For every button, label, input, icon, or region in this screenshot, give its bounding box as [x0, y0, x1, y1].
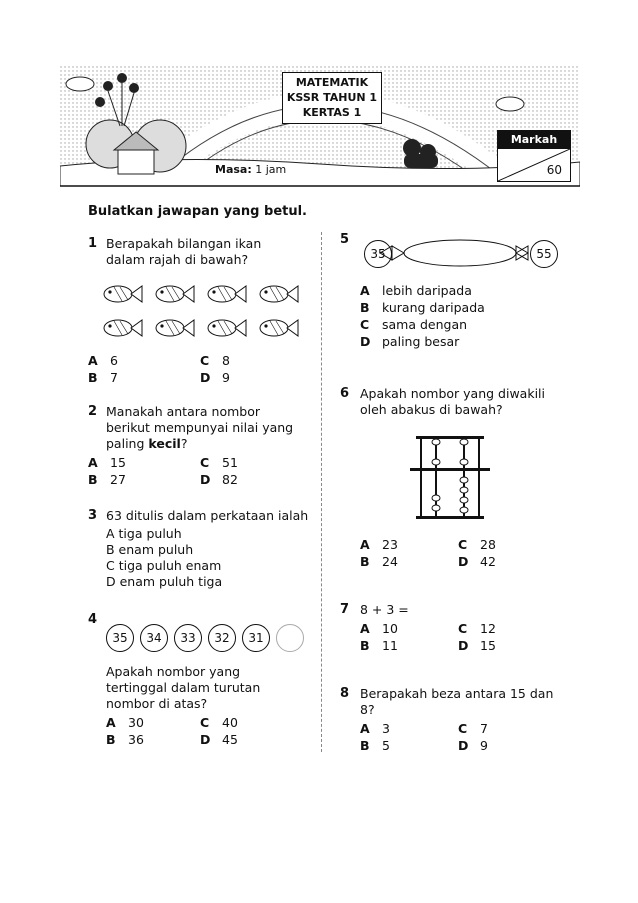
option-value: 51 — [222, 455, 238, 470]
q6-line: Apakah nombor yang diwakili — [360, 386, 545, 401]
option-letter: C — [458, 621, 468, 636]
q3-option-b[interactable]: B enam puluh — [106, 542, 194, 557]
q2-line — [106, 436, 293, 452]
option-value: 15 — [110, 455, 126, 470]
q4-seq-item: 35 — [106, 624, 134, 652]
q8-option-d[interactable] — [458, 737, 488, 754]
q5-option-b[interactable] — [360, 299, 485, 316]
q5-left-number: 35 — [364, 240, 392, 268]
q2-bold-word: kecil — [148, 436, 181, 451]
option-value: 9 — [222, 370, 230, 385]
option-value: 10 — [382, 621, 398, 636]
option-letter: D — [200, 472, 211, 487]
q4-line: tertinggal dalam turutan — [106, 680, 261, 695]
q3-number: 3 — [88, 508, 98, 523]
option-letter: D — [360, 334, 371, 349]
q2-line: berikut mempunyai nilai yang — [106, 420, 294, 435]
q2-suffix: ? — [180, 436, 188, 451]
option-value: 3 — [382, 721, 390, 736]
q2-line: Manakah antara nombor — [106, 404, 260, 419]
q6-number: 6 — [340, 386, 350, 401]
q1-option-a[interactable] — [88, 352, 118, 369]
q5-number: 5 — [340, 232, 350, 247]
option-letter: A — [88, 455, 98, 470]
q2-line-start: paling — [106, 436, 145, 451]
option-value: kurang daripada — [382, 300, 485, 315]
q4-option-c[interactable] — [200, 714, 238, 731]
q1-option-d[interactable] — [200, 369, 230, 386]
option-value: 23 — [382, 537, 398, 552]
masa-text — [215, 163, 286, 176]
option-letter: A — [360, 721, 370, 736]
q6-option-c[interactable] — [458, 536, 496, 553]
option-value: 11 — [382, 638, 398, 653]
q7-option-a[interactable] — [360, 620, 398, 637]
option-value: 9 — [480, 738, 488, 753]
q2-text — [106, 404, 293, 452]
q3-options — [106, 526, 222, 590]
option-value: paling besar — [382, 334, 460, 349]
q4-option-b[interactable] — [106, 731, 144, 748]
q7-option-b[interactable] — [360, 637, 398, 654]
q4-number: 4 — [88, 612, 98, 627]
option-letter: C — [200, 715, 210, 730]
q1-option-c[interactable] — [200, 352, 230, 369]
option-value: 5 — [382, 738, 390, 753]
option-letter: C — [360, 317, 370, 332]
q3-option-c[interactable]: C tiga puluh enam — [106, 558, 222, 573]
q2-option-d[interactable] — [200, 471, 238, 488]
q1-line: dalam rajah di bawah? — [106, 252, 249, 267]
option-letter: B — [360, 638, 370, 653]
option-letter: A — [360, 537, 370, 552]
option-value: 7 — [110, 370, 118, 385]
q7-number: 7 — [340, 602, 350, 617]
option-letter: D — [200, 370, 211, 385]
q4-line: Apakah nombor yang — [106, 664, 241, 679]
q8-option-c[interactable] — [458, 720, 488, 737]
masa-value: 1 jam — [255, 163, 287, 176]
option-letter: B — [360, 554, 370, 569]
q6-line: oleh abakus di bawah? — [360, 402, 503, 417]
q4-option-a[interactable] — [106, 714, 144, 731]
q6-text — [360, 386, 545, 418]
q2-number: 2 — [88, 404, 98, 419]
title-line: MATEMATIK — [295, 76, 369, 89]
q5-option-d[interactable] — [360, 333, 459, 350]
option-letter: A — [360, 621, 370, 636]
q4-seq-item: 31 — [242, 624, 270, 652]
option-value: 8 — [222, 353, 230, 368]
option-value: 6 — [110, 353, 118, 368]
q4-seq-item: 33 — [174, 624, 202, 652]
q8-text — [360, 686, 553, 718]
q3-text: 63 ditulis dalam perkataan ialah — [106, 508, 309, 523]
masa-label: Masa: — [215, 163, 252, 176]
q2-option-c[interactable] — [200, 454, 238, 471]
q6-option-b[interactable] — [360, 553, 398, 570]
option-value: sama dengan — [382, 317, 468, 332]
option-value: 45 — [222, 732, 238, 747]
q4-text — [106, 664, 260, 712]
option-value: 15 — [480, 638, 496, 653]
q1-line: Berapakah bilangan ikan — [106, 236, 262, 251]
markah-label: Markah — [498, 131, 570, 149]
q3-option-d[interactable]: D enam puluh tiga — [106, 574, 223, 589]
option-letter: B — [88, 472, 98, 487]
q7-text: 8 + 3 = — [360, 602, 409, 617]
option-value: 40 — [222, 715, 238, 730]
option-letter: D — [458, 738, 469, 753]
markah-value: 60 — [546, 163, 562, 177]
option-value: 36 — [128, 732, 144, 747]
option-letter: C — [458, 537, 468, 552]
option-letter: C — [458, 721, 468, 736]
option-letter: D — [458, 554, 469, 569]
q1-number: 1 — [88, 236, 98, 251]
q8-line: 8? — [360, 702, 375, 717]
title-box — [282, 72, 382, 124]
option-value: 27 — [110, 472, 126, 487]
option-letter: B — [106, 732, 116, 747]
option-letter: A — [360, 283, 370, 298]
title-line: KERTAS 1 — [302, 106, 362, 119]
q8-number: 8 — [340, 686, 350, 701]
q4-option-d[interactable] — [200, 731, 238, 748]
q5-option-c[interactable] — [360, 316, 467, 333]
option-letter: D — [458, 638, 469, 653]
option-letter: C — [200, 455, 210, 470]
option-value: 28 — [480, 537, 496, 552]
option-letter: B — [360, 300, 370, 315]
q1-text — [106, 236, 261, 268]
q4-sequence — [106, 624, 318, 654]
option-value: 30 — [128, 715, 144, 730]
q2-option-b[interactable] — [88, 471, 126, 488]
option-value: lebih daripada — [382, 283, 472, 298]
column-divider — [321, 232, 323, 752]
q5-right-number: 55 — [530, 240, 558, 268]
q3-option-a[interactable]: A tiga puluh — [106, 526, 182, 541]
q8-option-b[interactable] — [360, 737, 390, 754]
option-value: 82 — [222, 472, 238, 487]
q4-line: nombor di atas? — [106, 696, 208, 711]
option-value: 42 — [480, 554, 496, 569]
q1-option-b[interactable] — [88, 369, 118, 386]
title-line: KSSR TAHUN 1 — [286, 91, 378, 104]
instruction: Bulatkan jawapan yang betul. — [88, 204, 307, 219]
q4-seq-item: 32 — [208, 624, 236, 652]
option-value: 7 — [480, 721, 488, 736]
option-value: 24 — [382, 554, 398, 569]
q8-line: Berapakah beza antara 15 dan — [360, 686, 554, 701]
option-letter: D — [200, 732, 211, 747]
q6-abacus — [410, 432, 490, 524]
q5-option-a[interactable] — [360, 282, 472, 299]
option-letter: B — [88, 370, 98, 385]
q1-fish-grid — [100, 282, 310, 344]
q7-option-d[interactable] — [458, 637, 496, 654]
markah-box — [497, 130, 571, 182]
q7-option-c[interactable] — [458, 620, 496, 637]
option-letter: A — [88, 353, 98, 368]
q6-option-d[interactable] — [458, 553, 496, 570]
q8-option-a[interactable] — [360, 720, 390, 737]
q4-seq-item: 34 — [140, 624, 168, 652]
option-letter: A — [106, 715, 116, 730]
option-letter: B — [360, 738, 370, 753]
option-value: 12 — [480, 621, 496, 636]
q6-option-a[interactable] — [360, 536, 398, 553]
q4-seq-blank — [276, 624, 304, 652]
option-letter: C — [200, 353, 210, 368]
q2-option-a[interactable] — [88, 454, 126, 471]
